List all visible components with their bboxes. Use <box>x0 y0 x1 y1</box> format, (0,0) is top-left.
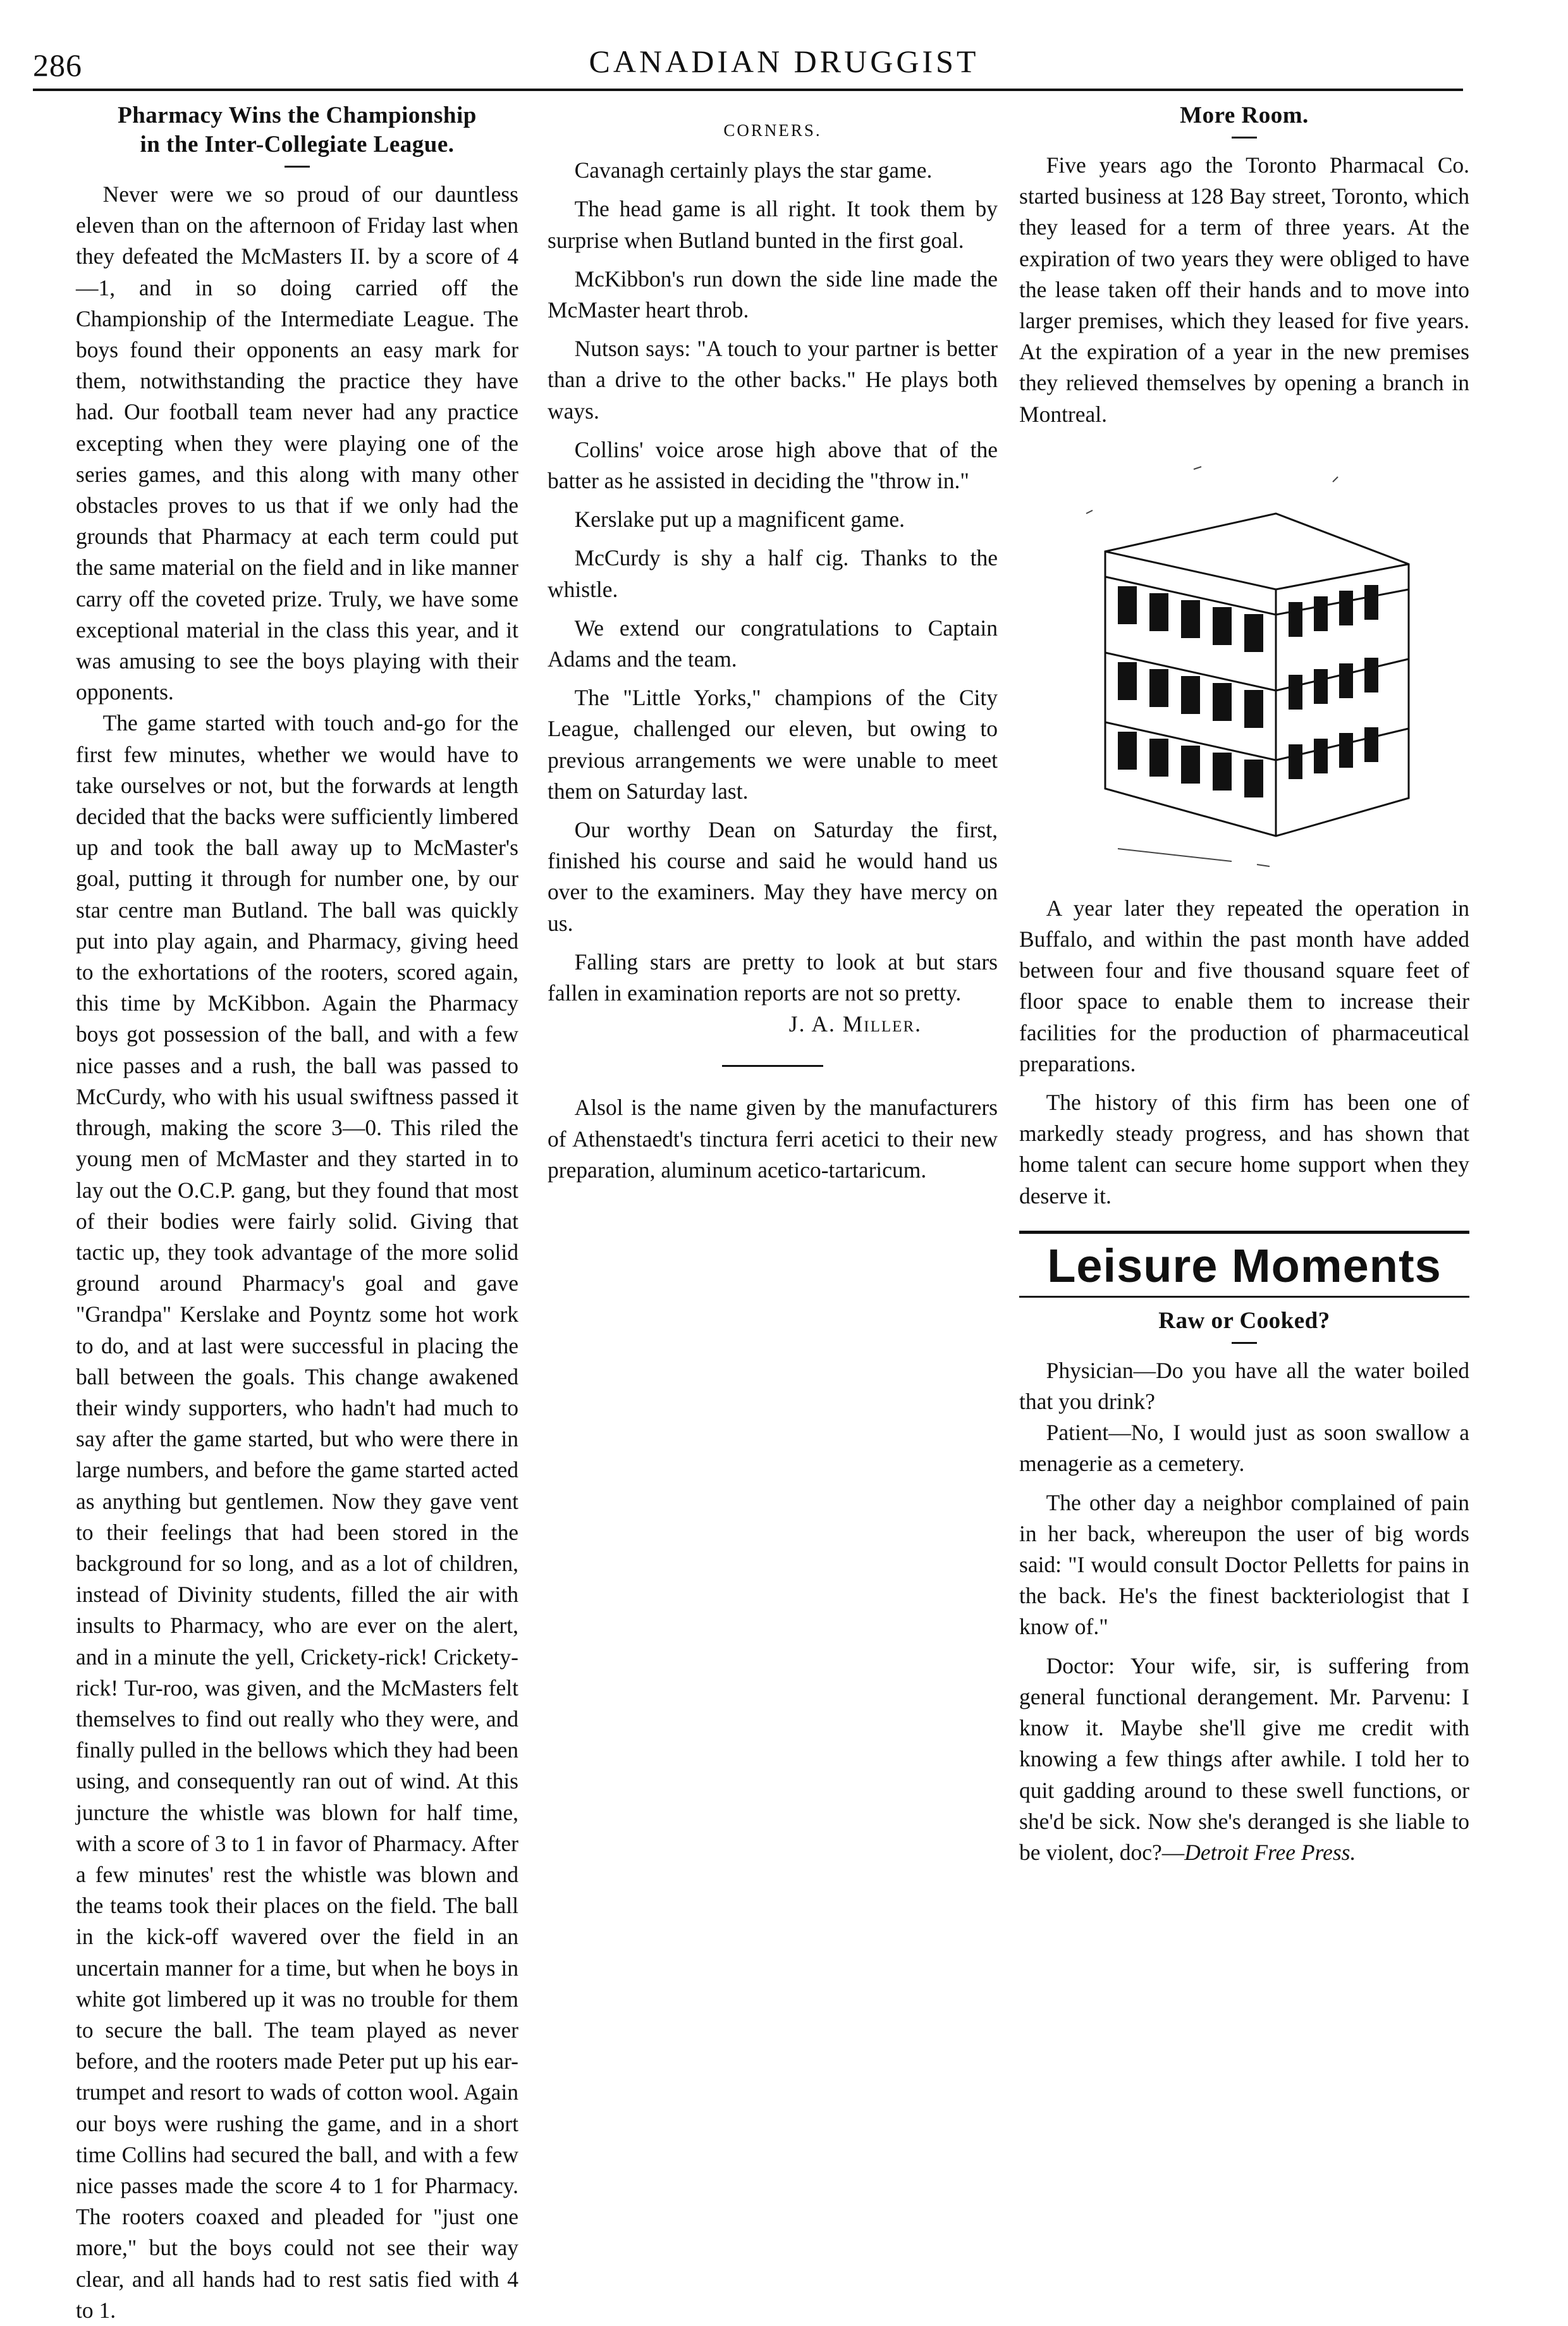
corner-note-7: McCurdy is shy a half cig. Thanks to the whistle. <box>548 545 998 602</box>
headline-line-2: in the Inter-Collegiate League. <box>140 132 455 157</box>
corners-heading: CORNERS. <box>723 121 822 140</box>
page-number: 286 <box>33 47 82 83</box>
more-room-paragraph-3: The history of this firm has been one of markedly steady progress, and has shown that home talent can secure home support when they deserve it. <box>1019 1090 1469 1209</box>
leisure-subheading: Raw or Cooked? <box>1158 1307 1330 1334</box>
corner-note-11: Falling stars are pretty to look at but stars fallen in examination reports are not so pretty. <box>548 949 998 1006</box>
alsol-note: Alsol is the name given by the manufacturers of Athenstaedt's tinctura ferri acetici to their new preparation, aluminum acetico-tartaricum. <box>548 1095 998 1183</box>
header-rule <box>33 89 1463 91</box>
corner-note-4: Nutson says: "A touch to your partner is better than a drive to the other backs." He plays both ways. <box>548 336 998 424</box>
column-2 <box>548 101 998 1186</box>
building-engraving-icon <box>1067 444 1421 880</box>
column-1 <box>76 101 518 2326</box>
headline-rule <box>285 166 310 168</box>
corner-note-8: We extend our congratulations to Captain Adams and the team. <box>548 615 998 672</box>
leisure-paragraph-3: The other day a neighbor complained of pain in her back, whereupon the user of big words said: "I would consult Doctor Pelletts for pains in the back. He's the finest backteriologist that I know of." <box>1019 1489 1469 1640</box>
corner-note-2: The head game is all right. It took them by surprise when Butland bunted in the first goal. <box>548 196 998 253</box>
corner-note-1: Cavanagh certainly plays the star game. <box>574 157 933 183</box>
leisure-paragraph-4-text: Doctor: Your wife, sir, is suffering from general functional derangement. Mr. Parvenu: I know it. Maybe she'll give me credit with knowing a few things after awhile. I told her to quit gadding around to these swell functions, or she'd be sick. Now she's deranged is she liable to be violent, doc?— <box>1019 1652 1469 1865</box>
corner-note-10: Our worthy Dean on Saturday the first, finished his course and said he would hand us over to the examiners. May they have mercy on us. <box>548 817 998 936</box>
corner-note-3: McKibbon's run down the side line made the McMaster heart throb. <box>548 266 998 323</box>
leisure-paragraph-2: Patient—No, I would just as soon swallow a menagerie as a cemetery. <box>1019 1420 1469 1477</box>
column-3 <box>1019 101 1469 1868</box>
leisure-paragraph-4 <box>1019 1651 1469 1868</box>
headline-line-1: Pharmacy Wins the Championship <box>118 102 477 128</box>
section-divider <box>722 1065 823 1067</box>
leisure-paragraph-1: Physician—Do you have all the water boiled that you drink? <box>1019 1357 1469 1415</box>
article-headline <box>76 101 518 159</box>
leisure-section-title: Leisure Moments <box>1047 1239 1442 1292</box>
corner-note-5: Collins' voice arose high above that of the batter as he assisted in deciding the "throw in." <box>548 436 998 494</box>
running-title: CANADIAN DRUGGIST <box>589 44 979 79</box>
leisure-banner <box>1019 1231 1469 1298</box>
leisure-source: Detroit Free Press. <box>1184 1839 1356 1865</box>
more-room-rule <box>1232 137 1257 138</box>
article-paragraph-2: The game started with touch and-go for the first few minutes, whether we would have to take ourselves or not, but the forwards at length decided that the backs were sufficiently limbered up and took the ball away up to McMaster's goal, putting it through for number one, by our star centre man Butland. The ball was quickly put into play again, and Pharmacy, giving heed to the exhortations of the rooters, scored again, this time by McKibbon. Again the Pharmacy boys got possession of the ball, and with a few nice passes and a rush, the ball was passed to McCurdy, who with his usual swiftness passed it through, making the score 3—0. This riled the young men of McMaster and they started in to lay out the O.C.P. gang, but they found that most of their bodies were fairly solid. Giving that tactic up, they took advantage of the more solid ground around Pharmacy's goal and gave "Grandpa" Kerslake and Poyntz some hot work to do, and at last were successful in placing the ball between the goals. This change awakened their windy supporters, who hadn't had much to say after the game started, but who were there in large numbers, and before the game started acted as anything but gentlemen. Now they gave vent to their feelings that had been stored in the background for so long, and as a lot of children, instead of Divinity students, filled the air with insults to Pharmacy, who are ever on the alert, and in a minute the yell, Crickety-rick! Crickety-rick! Tur-roo, was given, and the McMasters felt themselves to find out really who they were, and finally pulled in the bellows which they had been using, and consequently ran out of wind. At this juncture the whistle was blown for half time, with a score of 3 to 1 in favor of Pharmacy. After a few minutes' rest the whistle was blown and the teams took their places on the field. The ball in the kick-off wavered over the field in an uncertain manner for a time, but when he boys in white got limbered up it was no trouble for them to secure the ball. The team played as never before, and the rooters made Peter put up his ear-trumpet and resort to wads of cotton wool. Again our boys were rushing the game, and in a short time Collins had secured the ball, and with a few nice passes made the score 4 to 1 for Pharmacy. The rooters coaxed and pleaded for "just one more," but the boys could not see their way clear, and all hands had to rest satis fied with 4 to 1. <box>76 710 518 2323</box>
article-paragraph-1: Never were we so proud of our dauntless eleven than on the afternoon of Friday last when they defeated the McMasters II. by a score of 4—1, and in so doing carried off the Championship of the Intermediate League. The boys found their opponents an easy mark for them, notwithstanding the practice they have had. Our football team never had any practice excepting when they were playing one of the series games, and this along with many other obstacles proves to us that if we only had the grounds that Pharmacy at each term could put the same material on the field and in like manner carry off the coveted prize. Truly, we have some exceptional material in the class this year, and it was amusing to see the boys playing with their opponents. <box>76 182 518 705</box>
corner-note-6: Kerslake put up a magnificent game. <box>574 507 905 532</box>
more-room-paragraph-2: A year later they repeated the operation in Buffalo, and within the past month have added between four and five thousand square feet of floor space to enable them to increase their facilities for the production of pharmaceutical preparations. <box>1019 895 1469 1076</box>
article-signature <box>548 1009 998 1040</box>
more-room-paragraph-1: Five years ago the Toronto Pharmacal Co. started business at 128 Bay street, Toronto, which they leased for a term of three years. At the expiration of two years they were obliged to have the lease taken off their hands and to move into larger premises, which they leased for five years. At the expiration of a year in the new premises they relieved themselves by opening a branch in Montreal. <box>1019 152 1469 427</box>
more-room-heading: More Room. <box>1180 102 1309 128</box>
signature-text: J. A. Miller. <box>788 1011 922 1037</box>
leisure-rule <box>1232 1342 1257 1344</box>
corner-note-9: The "Little Yorks," champions of the City League, challenged our eleven, but owing to previous arrangements we were unable to meet them on Saturday last. <box>548 685 998 804</box>
